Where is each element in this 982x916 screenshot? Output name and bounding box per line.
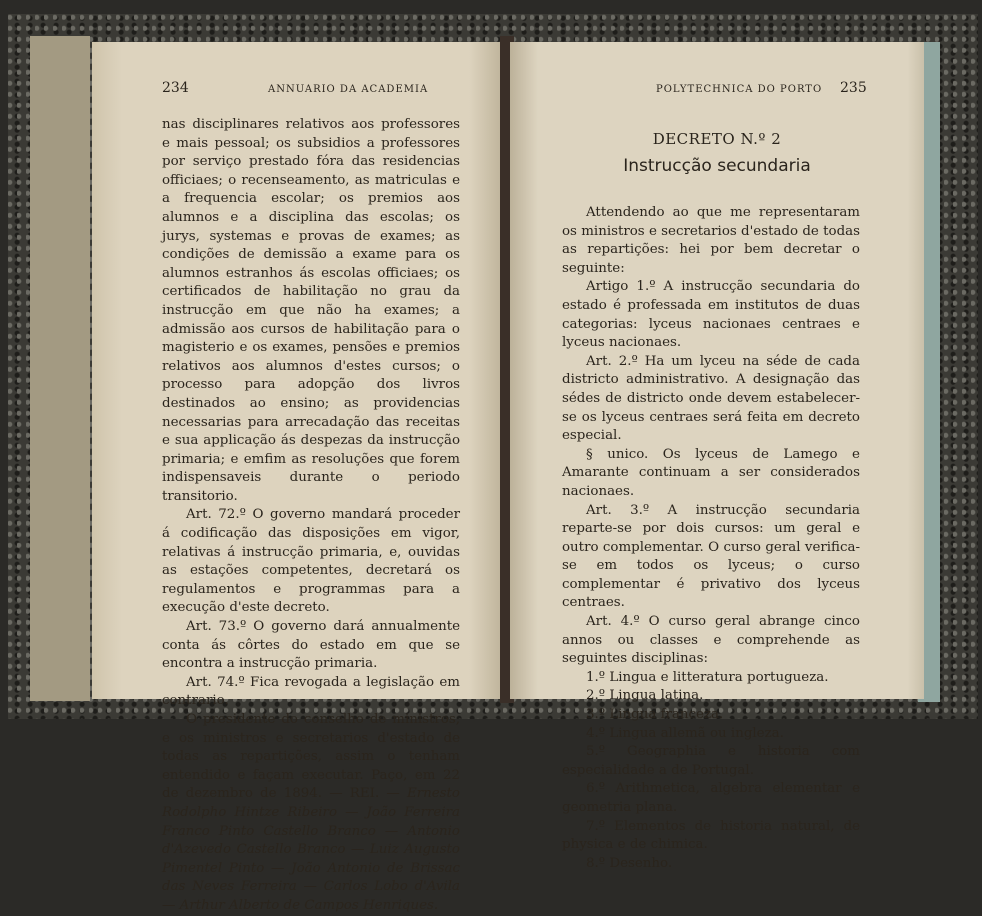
page-stack-left [30,36,90,701]
paragraph: nas disciplinares relativos aos professores e mais pessoal; os subsidios a professores por serviço prestado fóra das residencias officiaes; o recenseamento, as matriculas e a frequencia escolar; os premios aos alumnos e a disciplina das escolas; os jurys, systemas e provas de exames; as condições de demissão a exame para os alumnos estranhos ás escolas officiaes; os certificados de habilitação no grau da instrucção em que não ha exames; a admissão aos cursos de habilitação para o magisterio e os exames, pensões e premios relativos aos alumnos d'estes cursos; o processo para adopção dos livros destinados ao ensino; as providencias necessarias para arrecadação das receitas e sua applicação ás despezas da instrucção primaria; e emfim as resoluções que forem indispensaveis durante o periodo transitorio. [162,117,460,504]
left-page [92,42,502,913]
signatures: Ernesto Rodolpho Hintze Ribeiro — João Ferreira Franco Pinto Castello Branco — Antonio d'Azevedo Castello Branco — Luiz Augusto Pimentel Pinto — João Antonio de Brissac das Neves Ferreira — Carlos Lobo d'Avila — Arthur Alberto de Campos Henriques. [162,786,460,913]
paragraph: Artigo 1.º A instrucção secundaria do estado é professada em institutos de duas categorias: lyceus nacionaes centraes e lyceus nacionaes. [562,279,860,351]
paragraph: Art. 74.º Fica revogada a legislação em contrario. [162,674,460,709]
right-page-number: 235 [840,80,867,96]
paragraph [162,711,460,916]
paragraph: Art. 3.º A instrucção secundaria reparte-se por dois cursos: um geral e outro complementar. O curso geral verifica-se em todos os lyceus; o curso complementar é privativo dos lyceus centraes. [562,502,860,611]
right-page-text [562,204,860,873]
right-running-head: POLYTECHNICA DO PORTO [656,84,823,95]
paragraph: Art. 4.º O curso geral abrange cinco annos ou classes e comprehende as seguintes disciplinas: [562,614,860,667]
list-item: 6.º Arithmetica, algebra elementar e geometria plana. [562,781,860,815]
left-page-text [162,116,460,916]
paragraph: § unico. Os lyceus de Lamego e Amarante continuam a ser considerados nacionaes. [562,446,860,499]
left-running-head: ANNUARIO DA ACADEMIA [268,84,429,95]
paragraph: Art. 72.º O governo mandará proceder á codificação das disposições em vigor, relativas á instrucção primaria, e, ouvidas as estações competentes, decretará os regulamentos e programmas para a execução d'este decreto. [162,507,460,616]
paragraph: Art. 73.º O governo dará annualmente conta ás côrtes do estado em que se encontra a instrucção primaria. [162,619,460,672]
closing-text: O presidente do conselho de ministros, e os ministros e secretarios d'estado de todas as repartições, assim o tenham entendido e façam executar. Paço, em 22 de dezembro de 1894. — REI. — [162,712,460,802]
decree-title: DECRETO N.º 2 [652,130,782,148]
right-page [510,42,924,871]
left-page-number: 234 [162,80,189,96]
list-item: 2.º Lingua latina. [586,688,704,704]
decree-subtitle: Instrucção secundaria [623,156,811,176]
paragraph: Attendendo ao que me representaram os ministros e secretarios d'estado de todas as repartições: hei por bem decretar o seguinte: [562,205,860,276]
list-item: 7.º Elementos de historia natural, de physica e de chimica. [562,818,860,853]
list-item: 1.º Lingua e litteratura portugueza. [586,669,829,685]
paragraph: Art. 2.º Ha um lyceu na séde de cada districto administrativo. A designação das sédes de districto onde devem estabelecer-se os lyceus centraes será feita em decreto especial. [562,353,860,444]
list-item: 3.º Lingua franceza. [586,707,724,723]
list-item: 4.º Lingua allemã ou ingleza. [586,725,784,741]
list-item: 8.º Desenho. [586,855,673,871]
list-item: 5.º Geographia e historia com especialidade a de Portugal. [562,744,860,778]
